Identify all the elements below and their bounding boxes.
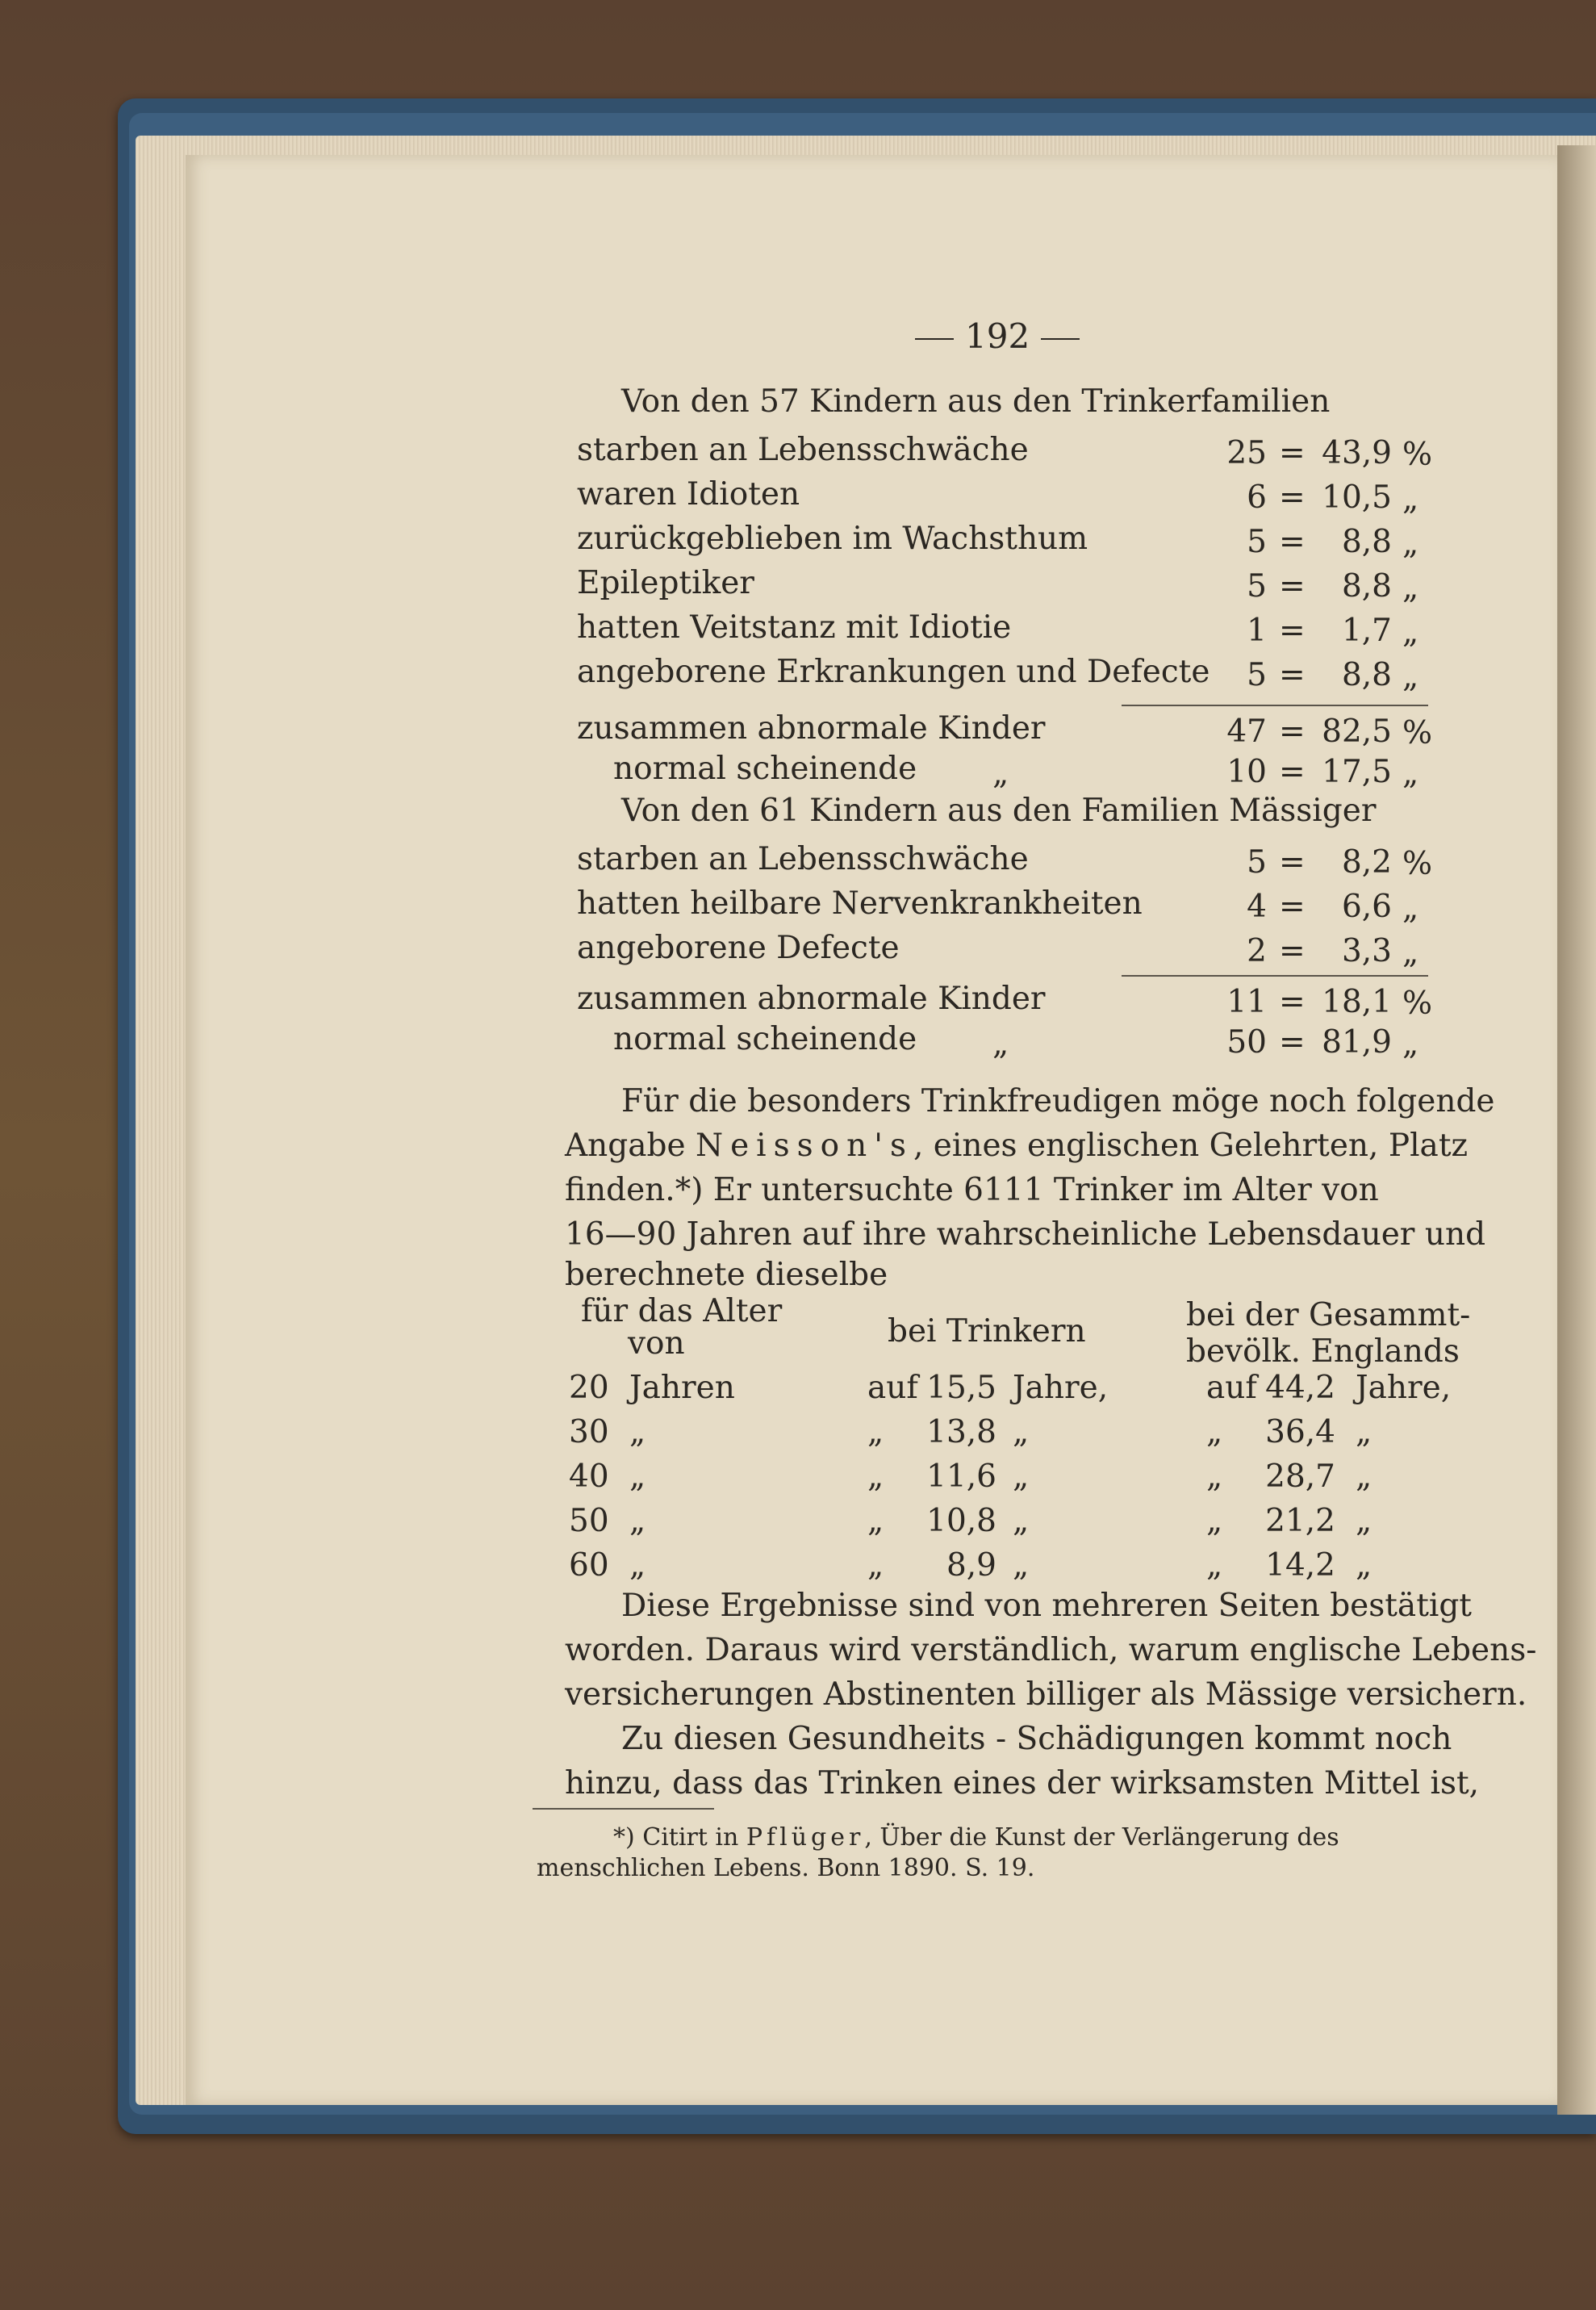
row2-count: 4 (1247, 889, 1267, 925)
life-drinkers-value: 13,8 (926, 1414, 996, 1450)
row-unit: „ (1402, 481, 1419, 517)
life-drinkers-prefix: „ (867, 1414, 884, 1450)
life-drinkers-unit: „ (1013, 1458, 1030, 1495)
row-equals: = (1279, 657, 1306, 693)
footnote-line2: menschlichen Lebens. Bonn 1890. S. 19. (537, 1854, 1035, 1882)
life-population-value: 21,2 (1265, 1503, 1335, 1539)
row-value: 10,5 (1322, 479, 1392, 516)
row2-unit: % (1402, 846, 1433, 882)
footnote-rule (533, 1808, 714, 1810)
life-age: 40 (569, 1458, 609, 1495)
para3-line1: Zu diesen Gesundheits - Schädigungen kommt noch (621, 1721, 1452, 1757)
life-drinkers-prefix: „ (867, 1503, 884, 1539)
row2-value: 6,6 (1341, 889, 1392, 925)
life-table-head-age-2: von (628, 1325, 685, 1362)
row-value: 8,8 (1341, 568, 1392, 605)
life-age-unit: „ (629, 1414, 646, 1450)
row-unit: „ (1402, 570, 1419, 606)
sum2-row-value: 18,1 (1322, 984, 1392, 1020)
facing-page-edge (1557, 145, 1596, 2115)
para1-line2: Angabe Neisson's, eines englischen Gelehrten, Platz (565, 1128, 1469, 1164)
row2-label: starben an Lebensschwäche (577, 841, 1029, 877)
life-table-head-drinkers: bei Trinkern (888, 1313, 1086, 1350)
row2-value: 3,3 (1341, 933, 1392, 969)
life-drinkers-unit: „ (1013, 1547, 1030, 1584)
life-table-head-population-2: bevölk. Englands (1186, 1333, 1460, 1370)
sum2-row-unit: % (1402, 986, 1433, 1022)
life-population-prefix: „ (1206, 1458, 1223, 1495)
life-drinkers-value: 10,8 (926, 1503, 996, 1539)
row-label: waren Idioten (577, 476, 800, 513)
row-equals: = (1279, 524, 1306, 560)
life-age-unit: „ (629, 1547, 646, 1584)
sum2-row-ditto: „ (992, 1026, 1009, 1062)
sum-row-value: 82,5 (1322, 714, 1392, 750)
sum-row-unit: „ (1402, 755, 1419, 792)
life-age-unit: „ (629, 1503, 646, 1539)
sum-row-equals: = (1279, 714, 1306, 750)
life-table-head-population: bei der Gesammt- (1186, 1297, 1471, 1333)
row-count: 6 (1247, 479, 1267, 516)
intro-maessiger: Von den 61 Kindern aus den Familien Mässiger (621, 793, 1377, 829)
life-population-unit: „ (1356, 1414, 1372, 1450)
row2-unit: „ (1402, 935, 1419, 971)
row-equals: = (1279, 479, 1306, 516)
sum2-row-label: normal scheinende (613, 1021, 917, 1057)
life-population-prefix: auf (1206, 1370, 1257, 1406)
row-count: 25 (1226, 435, 1267, 471)
sum2-row-equals: = (1279, 984, 1306, 1020)
life-population-unit: „ (1356, 1458, 1372, 1495)
row-count: 5 (1247, 568, 1267, 605)
row-label: Epileptiker (577, 565, 754, 601)
row-label: angeborene Erkrankungen und Defecte (577, 654, 1210, 690)
life-age-unit: „ (629, 1458, 646, 1495)
row-equals: = (1279, 568, 1306, 605)
life-population-prefix: „ (1206, 1414, 1223, 1450)
row2-count: 5 (1247, 844, 1267, 881)
row-unit: „ (1402, 614, 1419, 651)
life-population-value: 28,7 (1265, 1458, 1335, 1495)
sum-rule-1 (1122, 705, 1428, 706)
para3-line2: hinzu, dass das Trinken eines der wirksamsten Mittel ist, (565, 1765, 1480, 1802)
life-drinkers-prefix: „ (867, 1458, 884, 1495)
sum2-row-count: 11 (1226, 984, 1267, 1020)
row-unit: „ (1402, 659, 1419, 695)
row-value: 8,8 (1341, 657, 1392, 693)
life-age-unit: Jahren (629, 1370, 735, 1406)
life-drinkers-unit: „ (1013, 1414, 1030, 1450)
life-age: 20 (569, 1370, 609, 1406)
row-equals: = (1279, 435, 1306, 471)
life-population-prefix: „ (1206, 1547, 1223, 1584)
para2-line3: versicherungen Abstinenten billiger als Mässige versichern. (565, 1676, 1527, 1713)
para2-line2: worden. Daraus wird verständlich, warum englische Lebens- (565, 1632, 1537, 1668)
row2-equals: = (1279, 889, 1306, 925)
para1-line4: 16—90 Jahren auf ihre wahrscheinliche Lebensdauer und (565, 1216, 1486, 1253)
life-drinkers-unit: Jahre, (1013, 1370, 1109, 1406)
para1-line3: finden.*) Er untersuchte 6111 Trinker im Alter von (565, 1172, 1379, 1208)
life-population-unit: „ (1356, 1547, 1372, 1584)
life-population-value: 14,2 (1265, 1547, 1335, 1584)
life-population-unit: Jahre, (1356, 1370, 1452, 1406)
row-label: starben an Lebensschwäche (577, 432, 1029, 468)
para1-line1: Für die besonders Trinkfreudigen möge noch folgende (621, 1083, 1495, 1119)
life-population-value: 44,2 (1265, 1370, 1335, 1406)
row-unit: „ (1402, 525, 1419, 562)
sum-row-value: 17,5 (1322, 754, 1392, 790)
row-label: zurückgeblieben im Wachsthum (577, 521, 1088, 557)
sum-rule-2 (1122, 975, 1428, 977)
row2-label: hatten heilbare Nervenkrankheiten (577, 885, 1143, 922)
life-population-prefix: „ (1206, 1503, 1223, 1539)
footnote-line1: *) Citirt in Pflüger, Über die Kunst der Verlängerung des (613, 1823, 1339, 1852)
life-drinkers-prefix: „ (867, 1547, 884, 1584)
life-age: 30 (569, 1414, 609, 1450)
life-drinkers-value: 11,6 (926, 1458, 996, 1495)
sum2-row-label: zusammen abnormale Kinder (577, 981, 1046, 1017)
row-equals: = (1279, 613, 1306, 649)
sum2-row-value: 81,9 (1322, 1024, 1392, 1061)
row-value: 1,7 (1341, 613, 1392, 649)
life-drinkers-value: 8,9 (946, 1547, 996, 1584)
sum2-row-unit: „ (1402, 1026, 1419, 1062)
row-value: 43,9 (1322, 435, 1392, 471)
row-value: 8,8 (1341, 524, 1392, 560)
row2-value: 8,2 (1341, 844, 1392, 881)
sum-row-label: normal scheinende (613, 751, 917, 787)
row2-label: angeborene Defecte (577, 930, 900, 966)
row-count: 5 (1247, 657, 1267, 693)
row2-equals: = (1279, 933, 1306, 969)
sum-row-count: 10 (1226, 754, 1267, 790)
life-age: 60 (569, 1547, 609, 1584)
life-population-unit: „ (1356, 1503, 1372, 1539)
page-number: 192 (904, 316, 1091, 356)
sum2-row-equals: = (1279, 1024, 1306, 1061)
life-age: 50 (569, 1503, 609, 1539)
row-label: hatten Veitstanz mit Idiotie (577, 609, 1012, 646)
row-unit: % (1402, 437, 1433, 473)
row2-count: 2 (1247, 933, 1267, 969)
row2-equals: = (1279, 844, 1306, 881)
para2-line1: Diese Ergebnisse sind von mehreren Seiten bestätigt (621, 1588, 1472, 1624)
sum-row-label: zusammen abnormale Kinder (577, 710, 1046, 747)
life-drinkers-unit: „ (1013, 1503, 1030, 1539)
row2-unit: „ (1402, 890, 1419, 927)
sum2-row-count: 50 (1226, 1024, 1267, 1061)
row-count: 1 (1247, 613, 1267, 649)
life-drinkers-prefix: auf (867, 1370, 918, 1406)
row-count: 5 (1247, 524, 1267, 560)
sum-row-count: 47 (1226, 714, 1267, 750)
intro-trinker: Von den 57 Kindern aus den Trinkerfamilien (621, 383, 1331, 420)
para1-line5: berechnete dieselbe (565, 1257, 888, 1293)
sum-row-ditto: „ (992, 755, 1009, 792)
sum-row-equals: = (1279, 754, 1306, 790)
life-drinkers-value: 15,5 (926, 1370, 996, 1406)
sum-row-unit: % (1402, 715, 1433, 751)
life-table-head-age: für das Alter (581, 1293, 783, 1329)
life-population-value: 36,4 (1265, 1414, 1335, 1450)
